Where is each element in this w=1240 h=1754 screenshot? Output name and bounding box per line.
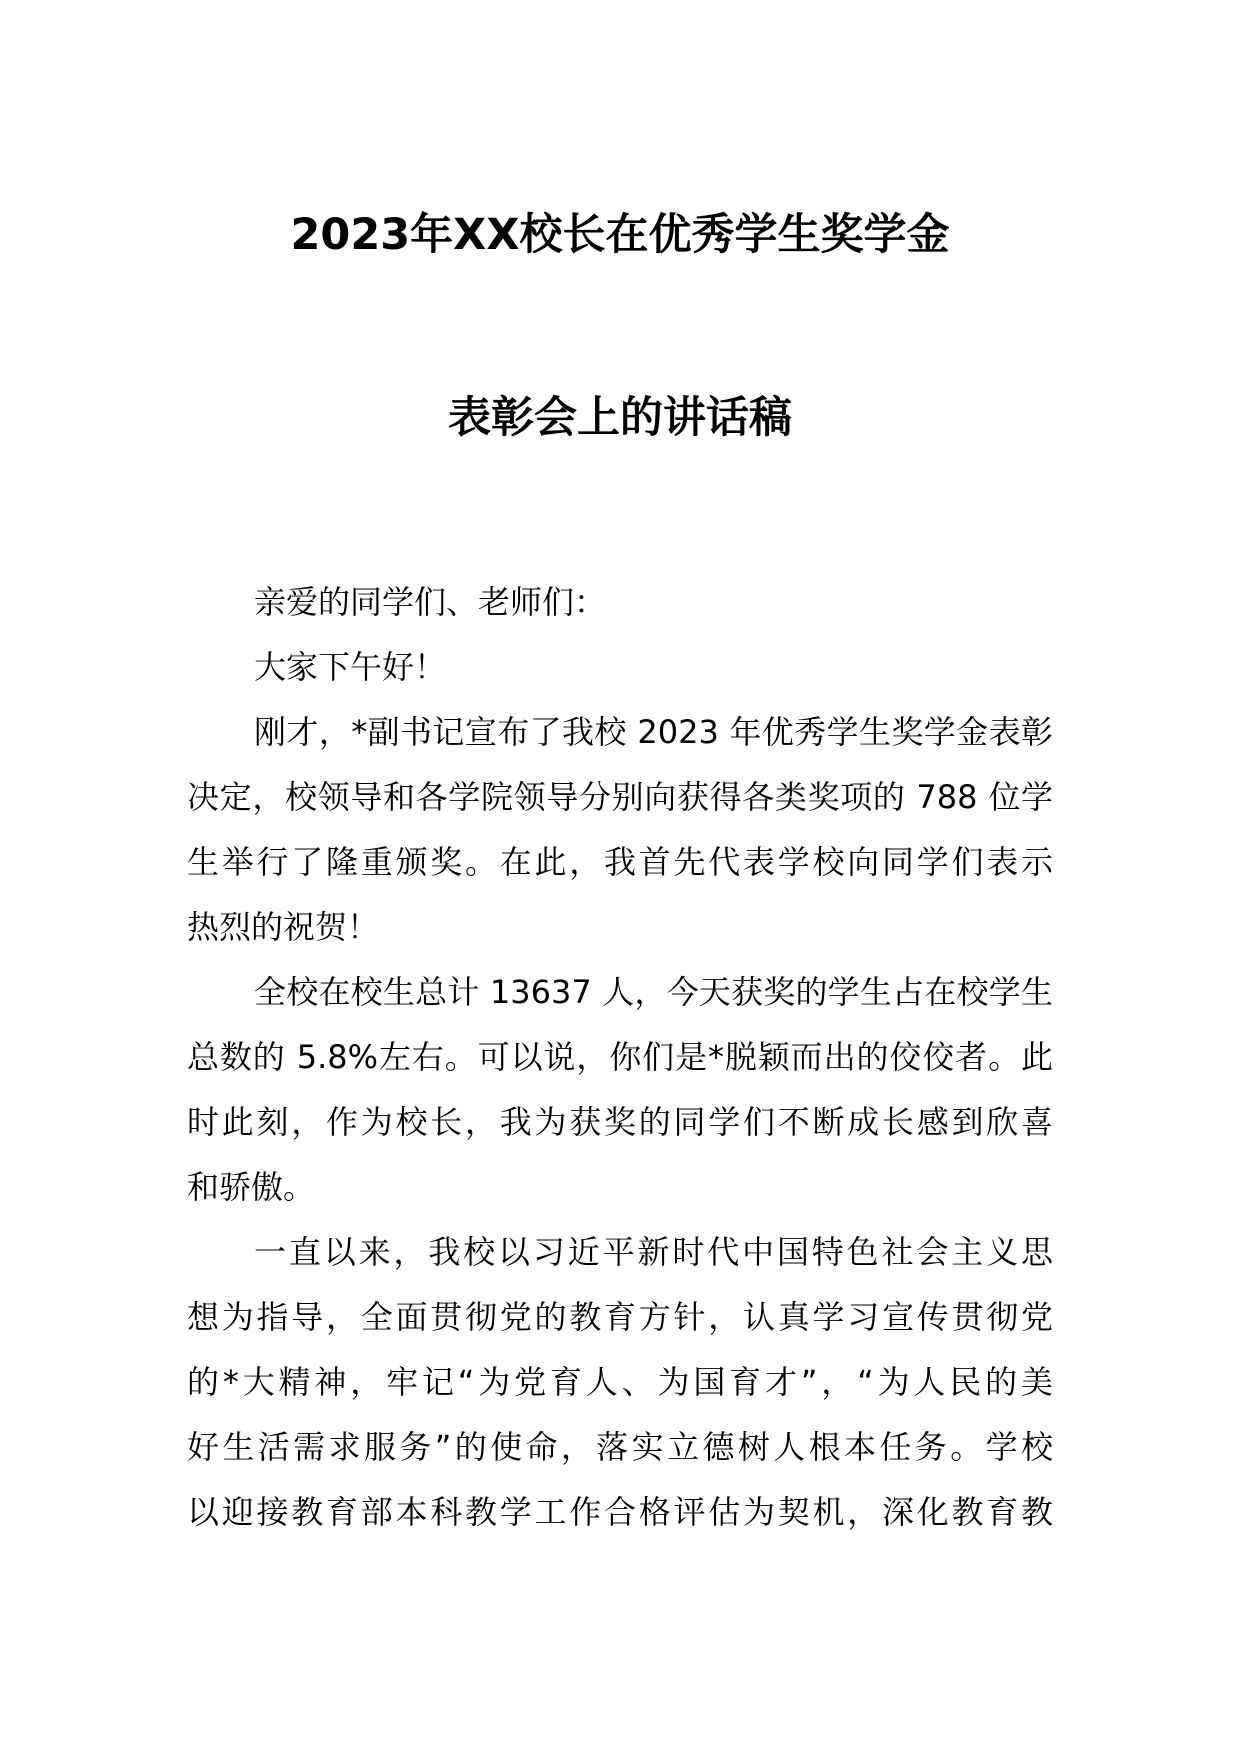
paragraph-line: 好生活需求服务”的使命，落实立德树人根本任务。学校 — [187, 1428, 1053, 1466]
greeting: 大家下午好！ — [254, 648, 447, 686]
paragraph-line: 时此刻，作为校长，我为获奖的同学们不断成长感到欣喜 — [187, 1103, 1053, 1141]
paragraph-line: 决定，校领导和各学院领导分别向获得各类奖项的 788 位学 — [187, 778, 1053, 816]
paragraph-line: 和骄傲。 — [187, 1168, 316, 1206]
document-title-line-1: 2023年XX校长在优秀学生奖学金 — [290, 210, 950, 260]
paragraph-line: 刚才，*副书记宣布了我校 2023 年优秀学生奖学金表彰 — [254, 713, 1053, 751]
paragraph-line: 以迎接教育部本科教学工作合格评估为契机，深化教育教 — [187, 1493, 1053, 1531]
paragraph-line: 一直以来，我校以习近平新时代中国特色社会主义思 — [254, 1233, 1053, 1271]
paragraph-line: 想为指导，全面贯彻党的教育方针，认真学习宣传贯彻党 — [187, 1298, 1053, 1336]
paragraph-line: 全校在校生总计 13637 人，今天获奖的学生占在校学生 — [254, 973, 1053, 1011]
paragraph-line: 生举行了隆重颁奖。在此，我首先代表学校向同学们表示 — [187, 843, 1053, 881]
salutation: 亲爱的同学们、老师们： — [254, 583, 607, 621]
paragraph-line: 总数的 5.8%左右。可以说，你们是*脱颖而出的佼佼者。此 — [187, 1038, 1053, 1076]
paragraph-line: 热烈的祝贺！ — [187, 908, 380, 946]
document-body — [187, 570, 1053, 1545]
document-title-line-2: 表彰会上的讲话稿 — [448, 393, 792, 443]
paragraph-line: 的*大精神，牢记“为党育人、为国育才”，“为人民的美 — [187, 1363, 1053, 1401]
